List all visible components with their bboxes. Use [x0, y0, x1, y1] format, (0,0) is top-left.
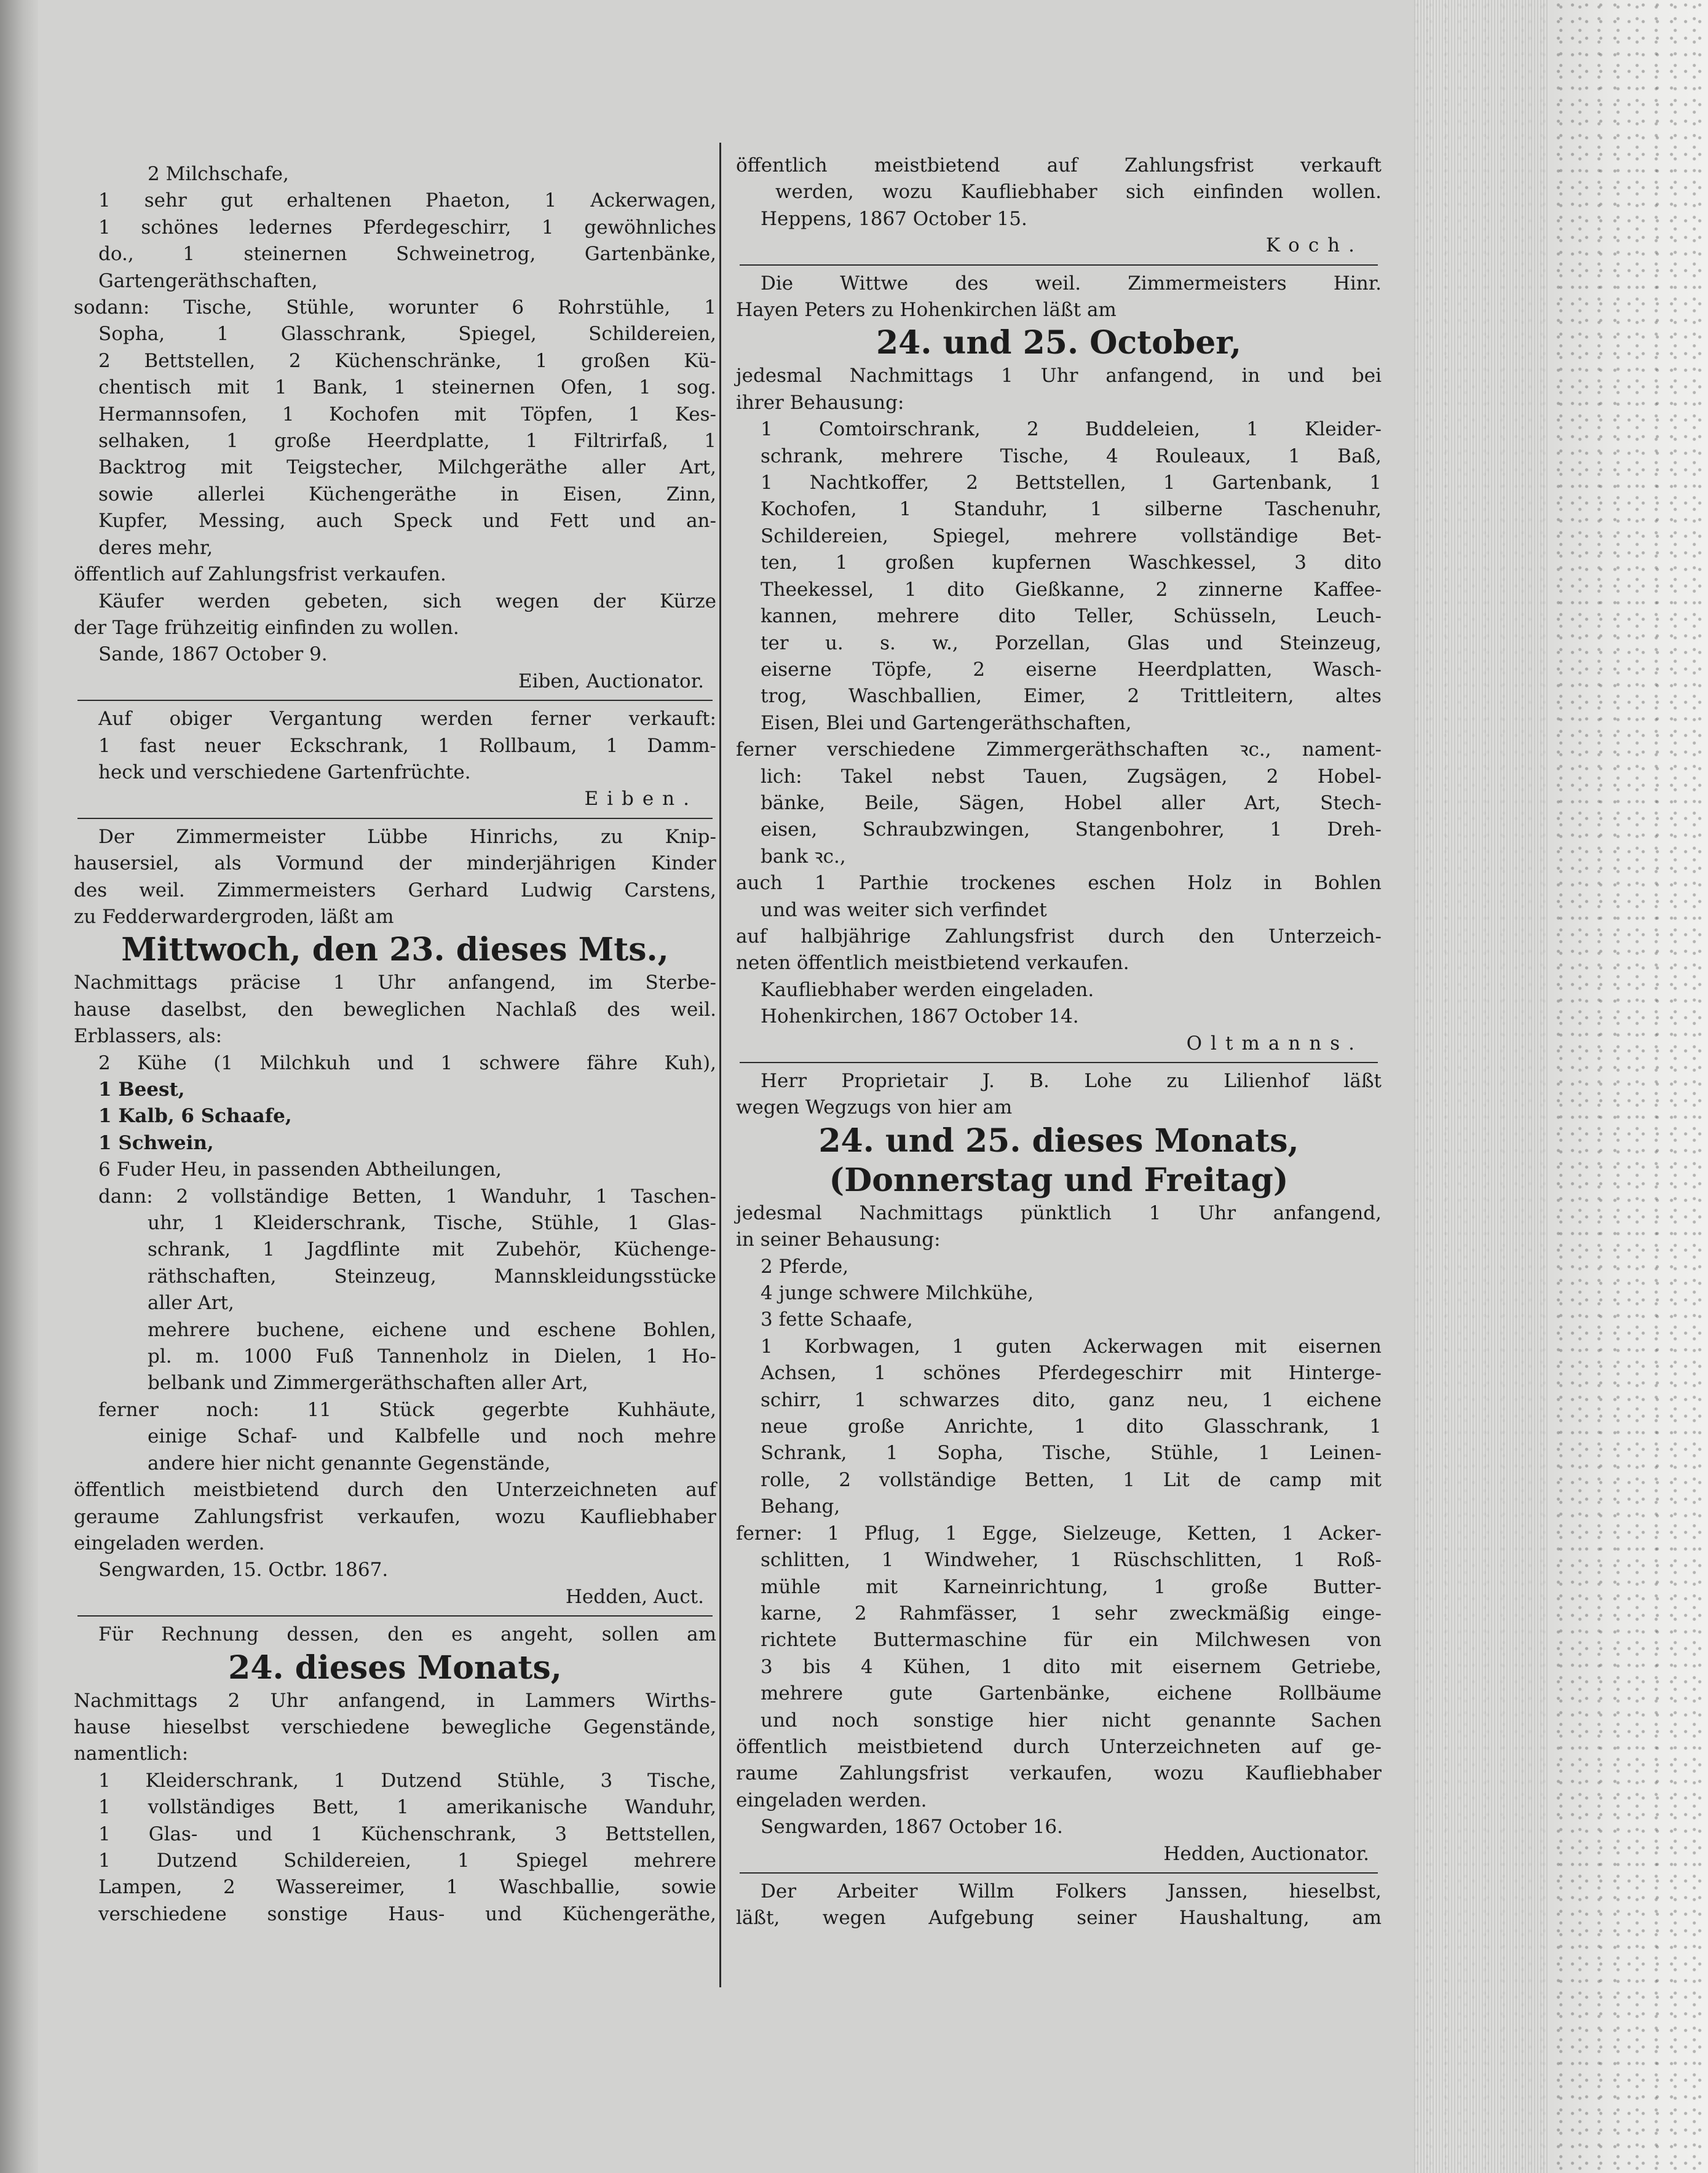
- headline-date: 24. dieses Monats,: [228, 1649, 562, 1687]
- text-line: 4 junge schwere Milchkühe,: [761, 1282, 1034, 1305]
- text-line: Herr Proprietair J. B. Lohe zu Lilienhof läßt: [761, 1070, 1382, 1092]
- text-line: auf halbjährige Zahlungsfrist durch den Unterzeich-: [736, 925, 1382, 948]
- text-line: Eiben, Auctionator.: [518, 670, 704, 692]
- text-line: schirr, 1 schwarzes dito, ganz neu, 1 eichene: [761, 1388, 1382, 1411]
- text-line: wegen Wegzugs von hier am: [736, 1096, 1013, 1119]
- text-line: schrank, 1 Jagdflinte mit Zubehör, Küchenge-: [148, 1238, 716, 1261]
- text-line: Schrank, 1 Sopha, Tische, Stühle, 1 Leinen-: [761, 1442, 1382, 1465]
- text-line: Schildereien, Spiegel, mehrere vollständige Bet-: [761, 524, 1382, 547]
- text-line: Eisen, Blei und Gartengeräthschaften,: [761, 711, 1132, 734]
- text-line: neten öffentlich meistbietend verkaufen.: [736, 952, 1129, 975]
- text-line: deres mehr,: [98, 536, 213, 559]
- text-line: mehrere buchene, eichene und eschene Bohlen,: [148, 1318, 716, 1341]
- text-line: 1 Glas- und 1 Küchenschrank, 3 Bettstellen,: [98, 1823, 716, 1845]
- text-line: 1 sehr gut erhaltenen Phaeton, 1 Ackerwagen,: [98, 189, 716, 212]
- text-line: öffentlich auf Zahlungsfrist verkaufen.: [74, 563, 446, 586]
- text-line: 1 Kalb, 6 Schaafe,: [98, 1105, 292, 1128]
- text-line: eiserne Töpfe, 2 eiserne Heerdplatten, Wasch-: [761, 658, 1382, 681]
- text-line: Gartengeräthschaften,: [98, 269, 318, 292]
- section-rule: [740, 264, 1378, 266]
- text-line: jedesmal Nachmittags 1 Uhr anfangend, in und bei: [736, 365, 1382, 387]
- text-line: rolle, 2 vollständige Betten, 1 Lit de camp mit: [761, 1468, 1382, 1491]
- text-line: bank ꝛc.,: [761, 845, 846, 868]
- section-rule: [740, 1872, 1378, 1874]
- text-line: richtete Buttermaschine für ein Milchwesen von: [761, 1629, 1382, 1652]
- text-line: lich: Takel nebst Tauen, Zugsägen, 2 Hobel-: [761, 765, 1382, 788]
- text-line: Hayen Peters zu Hohenkirchen läßt am: [736, 299, 1117, 322]
- text-line: des weil. Zimmermeisters Gerhard Ludwig Carstens,: [74, 879, 716, 901]
- headline-date: 24. und 25. October,: [876, 324, 1242, 362]
- text-line: Der Zimmermeister Lübbe Hinrichs, zu Knip-: [98, 825, 716, 848]
- text-line: hausersiel, als Vormund der minderjährigen Kinder: [74, 852, 716, 875]
- text-line: Backtrog mit Teigstecher, Milchgeräthe aller Art,: [98, 456, 716, 479]
- column-divider: [719, 143, 721, 1987]
- text-line: mehrere gute Gartenbänke, eichene Rollbäume: [761, 1682, 1382, 1705]
- text-line: jedesmal Nachmittags pünktlich 1 Uhr anfangend,: [736, 1201, 1382, 1224]
- text-line: Die Wittwe des weil. Zimmermeisters Hinr.: [761, 272, 1382, 295]
- section-rule: [77, 1615, 713, 1617]
- text-line: 1 fast neuer Eckschrank, 1 Rollbaum, 1 Damm-: [98, 734, 716, 757]
- text-line: räthschaften, Steinzeug, Mannskleidungsstücke: [148, 1265, 716, 1288]
- text-line: eingeladen werden.: [736, 1789, 927, 1811]
- text-line: Hedden, Auct.: [565, 1585, 704, 1608]
- section-rule: [77, 700, 713, 701]
- text-line: aller Art,: [148, 1292, 234, 1315]
- text-line: Heppens, 1867 October 15.: [761, 207, 1027, 230]
- text-line: ferner noch: 11 Stück gegerbte Kuhhäute,: [98, 1398, 716, 1421]
- text-line: do., 1 steinernen Schweinetrog, Gartenbänke,: [98, 243, 716, 266]
- text-line: einige Schaf- und Kalbfelle und noch mehre: [148, 1425, 716, 1448]
- text-line: ferner verschiedene Zimmergeräthschaften ꝛc., nament-: [736, 738, 1382, 761]
- text-line: 6 Fuder Heu, in passenden Abtheilungen,: [98, 1158, 502, 1181]
- text-line: werden, wozu Kaufliebhaber sich einfinden wollen.: [775, 181, 1382, 204]
- text-line: 1 schönes ledernes Pferdegeschirr, 1 gewöhnliches: [98, 216, 716, 239]
- text-line: selhaken, 1 große Heerdplatte, 1 Filtrirfaß, 1: [98, 430, 716, 453]
- text-line: ferner: 1 Pflug, 1 Egge, Sielzeuge, Ketten, 1 Acker-: [736, 1522, 1382, 1545]
- newspaper-page: [38, 0, 1414, 2173]
- headline-date: 24. und 25. dieses Monats,: [818, 1122, 1299, 1160]
- text-line: sodann: Tische, Stühle, worunter 6 Rohrstühle, 1: [74, 296, 716, 319]
- text-line: eisen, Schraubzwingen, Stangenbohrer, 1 Dreh-: [761, 818, 1382, 841]
- text-line: dann: 2 vollständige Betten, 1 Wanduhr, 1 Taschen-: [98, 1185, 716, 1208]
- right-column: [736, 152, 1382, 1932]
- text-line: belbank und Zimmergeräthschaften aller Art,: [148, 1372, 588, 1395]
- left-column: [74, 161, 716, 1928]
- text-line: 1 Beest,: [98, 1079, 185, 1101]
- text-line: öffentlich meistbietend durch den Unterzeichneten auf: [74, 1479, 716, 1502]
- headline-date: (Donnerstag und Freitag): [829, 1161, 1289, 1199]
- text-line: Auf obiger Vergantung werden ferner verkauft:: [98, 708, 716, 730]
- text-line: hause hieselbst verschiedene bewegliche Gegenstände,: [74, 1716, 716, 1738]
- text-line: 2 Pferde,: [761, 1255, 849, 1278]
- text-line: 1 Schwein,: [98, 1131, 214, 1154]
- text-line: 1 Nachtkoffer, 2 Bettstellen, 1 Gartenbank, 1: [761, 472, 1382, 494]
- text-line: Sengwarden, 1867 October 16.: [761, 1816, 1063, 1839]
- text-line: Theekessel, 1 dito Gießkanne, 2 zinnerne Kaffee-: [761, 578, 1382, 601]
- text-line: auch 1 Parthie trockenes eschen Holz in Bohlen: [736, 872, 1382, 895]
- text-line: Behang,: [761, 1495, 840, 1518]
- text-line: Der Arbeiter Willm Folkers Janssen, hieselbst,: [761, 1880, 1382, 1902]
- text-line: schrank, mehrere Tische, 4 Rouleaux, 1 Baß,: [761, 445, 1382, 467]
- stacked-page-edges: [1414, 0, 1549, 2173]
- text-line: Kochofen, 1 Standuhr, 1 silberne Taschenuhr,: [761, 498, 1382, 521]
- text-line: raume Zahlungsfrist verkaufen, wozu Kaufliebhaber: [736, 1762, 1382, 1785]
- text-line: chentisch mit 1 Bank, 1 steinernen Ofen, 1 sog.: [98, 376, 716, 399]
- text-line: Oltmanns.: [1186, 1032, 1363, 1055]
- text-line: hause daselbst, den beweglichen Nachlaß des weil.: [74, 998, 716, 1021]
- text-line: Hedden, Auctionator.: [1163, 1842, 1369, 1865]
- text-line: ter u. s. w., Porzellan, Glas und Steinzeug,: [761, 631, 1382, 654]
- text-line: ten, 1 großen kupfernen Waschkessel, 3 dito: [761, 552, 1382, 574]
- text-line: Erblassers, als:: [74, 1025, 223, 1048]
- text-line: Achsen, 1 schönes Pferdegeschirr mit Hinterge-: [761, 1362, 1382, 1385]
- text-line: ihrer Behausung:: [736, 391, 904, 414]
- text-line: 2 Bettstellen, 2 Küchenschränke, 1 großen Kü-: [98, 349, 716, 372]
- text-line: heck und verschiedene Gartenfrüchte.: [98, 761, 471, 783]
- text-line: läßt, wegen Aufgebung seiner Haushaltung, am: [736, 1907, 1382, 1930]
- text-line: Nachmittags präcise 1 Uhr anfangend, im Sterbe-: [74, 972, 716, 994]
- text-line: 1 Dutzend Schildereien, 1 Spiegel mehrere: [98, 1849, 716, 1872]
- text-line: Kupfer, Messing, auch Speck und Fett und an-: [98, 510, 716, 532]
- text-line: Koch.: [1265, 234, 1363, 257]
- text-line: 2 Milchschafe,: [148, 163, 289, 185]
- text-line: in seiner Behausung:: [736, 1229, 941, 1251]
- text-line: schlitten, 1 Windweher, 1 Rüschschlitten, 1 Roß-: [761, 1549, 1382, 1572]
- text-line: geraume Zahlungsfrist verkaufen, wozu Kaufliebhaber: [74, 1505, 716, 1528]
- text-line: verschiedene sonstige Haus- und Küchengeräthe,: [98, 1902, 716, 1925]
- text-line: 3 fette Schaafe,: [761, 1308, 913, 1331]
- text-line: 3 bis 4 Kühen, 1 dito mit eisernem Getriebe,: [761, 1655, 1382, 1678]
- text-line: kannen, mehrere dito Teller, Schüsseln, Leuch-: [761, 605, 1382, 628]
- book-spine-shadow: [0, 0, 38, 2173]
- text-line: Lampen, 2 Wassereimer, 1 Waschballie, sowie: [98, 1876, 716, 1899]
- text-line: trog, Waschballien, Eimer, 2 Trittleitern, altes: [761, 685, 1382, 708]
- text-line: Eiben.: [584, 788, 698, 810]
- text-line: karne, 2 Rahmfässer, 1 sehr zweckmäßig einge-: [761, 1602, 1382, 1625]
- text-line: mühle mit Karneinrichtung, 1 große Butter-: [761, 1575, 1382, 1598]
- text-line: sowie allerlei Küchengeräthe in Eisen, Zinn,: [98, 483, 716, 505]
- text-line: öffentlich meistbietend auf Zahlungsfrist verkauft: [736, 154, 1382, 176]
- text-line: Sengwarden, 15. Octbr. 1867.: [98, 1559, 389, 1581]
- text-line: öffentlich meistbietend durch Unterzeichneten auf ge-: [736, 1735, 1382, 1758]
- text-line: Nachmittags 2 Uhr anfangend, in Lammers Wirths-: [74, 1689, 716, 1712]
- text-line: 1 Korbwagen, 1 guten Ackerwagen mit eisernen: [761, 1335, 1382, 1358]
- text-line: der Tage frühzeitig einfinden zu wollen.: [74, 616, 459, 639]
- text-line: Käufer werden gebeten, sich wegen der Kürze: [98, 590, 716, 612]
- text-line: 2 Kühe (1 Milchkuh und 1 schwere fähre Kuh),: [98, 1051, 716, 1074]
- text-line: Hermannsofen, 1 Kochofen mit Töpfen, 1 Kes-: [98, 403, 716, 425]
- text-line: uhr, 1 Kleiderschrank, Tische, Stühle, 1 Glas-: [148, 1212, 716, 1235]
- text-line: Sande, 1867 October 9.: [98, 643, 328, 666]
- text-line: andere hier nicht genannte Gegenstände,: [148, 1452, 551, 1474]
- text-line: und noch sonstige hier nicht genannte Sachen: [761, 1709, 1382, 1732]
- text-line: Für Rechnung dessen, den es angeht, sollen am: [98, 1623, 716, 1646]
- text-line: Hohenkirchen, 1867 October 14.: [761, 1005, 1079, 1028]
- text-line: Sopha, 1 Glasschrank, Spiegel, Schildereien,: [98, 323, 716, 346]
- headline-date: Mittwoch, den 23. dieses Mts.,: [121, 931, 669, 969]
- text-line: namentlich:: [74, 1743, 189, 1765]
- text-line: 1 Kleiderschrank, 1 Dutzend Stühle, 3 Tische,: [98, 1769, 716, 1792]
- text-line: zu Fedderwardergroden, läßt am: [74, 905, 394, 928]
- text-line: bänke, Beile, Sägen, Hobel aller Art, Stech-: [761, 791, 1382, 814]
- section-rule: [740, 1062, 1378, 1063]
- text-line: pl. m. 1000 Fuß Tannenholz in Dielen, 1 Ho-: [148, 1345, 716, 1368]
- text-line: Kaufliebhaber werden eingeladen.: [761, 978, 1094, 1001]
- text-line: 1 Comtoirschrank, 2 Buddeleien, 1 Kleider-: [761, 418, 1382, 441]
- text-line: neue große Anrichte, 1 dito Glasschrank, 1: [761, 1415, 1382, 1438]
- text-line: 1 vollständiges Bett, 1 amerikanische Wanduhr,: [98, 1796, 716, 1819]
- text-line: eingeladen werden.: [74, 1532, 265, 1554]
- section-rule: [77, 818, 713, 819]
- text-line: und was weiter sich verfindet: [761, 898, 1047, 921]
